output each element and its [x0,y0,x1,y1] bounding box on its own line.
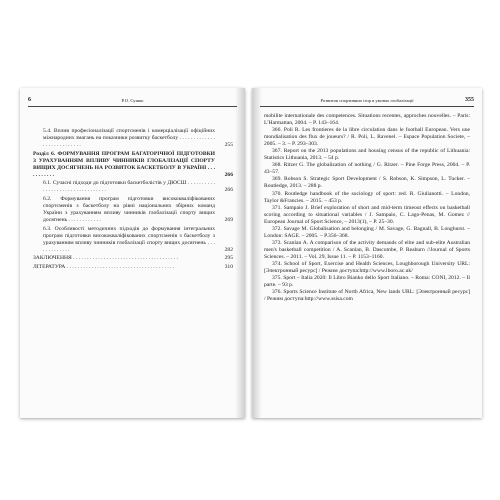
reference-entry: 370. Routledge handbook of the sociology of sport: red. R. Giulianotti. – London, Taylor &Francies. – 2015. – 453 p. [264,190,470,204]
running-header-right [260,96,474,107]
toc-entry [33,180,233,194]
table-of-contents [33,128,233,272]
toc-entry-page: 295 [224,255,233,262]
toc-entry [33,264,233,271]
toc-entry-title: Розділ 6. ФОРМУВАННЯ ПРОГРАМ БАГАТОРІЧНОЇ ПІДГОТОВКИ З УРАХУВАННЯМ ВПЛИВУ ЧИННИКІВ ГЛОБАЛІЗАЦІЇ СПОРТУ ВИЩИХ ДОСЯГНЕНЬ НА РОЗВИТОК БАСКЕТБОЛУ В УКРАЇНІ . . . . . . . . . . . [33,150,215,178]
toc-entry-title: 6.3. Особливості методичних підходів до формування інтегральних програм підготовки висококваліфікованих спортсменів з баскетболу з урахуванням впливу чинників глобалізації спорту вищих досягнень . . . . . . . . . . . . . [43,225,215,253]
reference-entry: mobilite internationale des competences. Situations recentes, approches nouvelles. – Paris: L'Harmattan, 2004. – P. 143–164. [264,113,470,127]
toc-entry [33,128,233,149]
toc-entry-title: ЛІТЕРАТУРА . . . . . . . . . . . . . . . . . . . . . . . . . . . . . . . . . . . . . . . [33,263,175,270]
gutter-shadow-left [235,88,245,418]
right-page [252,88,482,418]
toc-entry-page: 266 [224,171,233,178]
reference-entry: 372. Savage M. Globalisation and belonging / M. Savage, G. Bagnall, B. Longhurst. – London: SAGE. – 2005. – P.356–368. [264,225,470,239]
toc-entry-page: 310 [224,263,233,270]
toc-entry-title: 5.4. Вплив професіоналізації спортсменів і комерціалізації офіційних міжнародних змагань на показники розвитку баскетболу . . . . . . . . . . . . . . . . . . . . . . . . . . . [43,128,215,149]
gutter-shadow-right [252,88,262,418]
reference-entry: 376. Sports Science Institute of North Africa, New lands URL: [Электронный ресурс] / Режим доступа:http://www.ssisa.com [264,289,470,303]
reference-entry: 369. Robson S. Strategic Sport Development / S. Robson, K. Simpson, L. Tucker. – Routledge, 2013. – 288 p. [264,176,470,190]
reference-entry: 371. Sampaio J. Brief exploration of short and mid-term timeout effects on basketball scoring according to situational variables / J. Sampaio, C. Lago-Penas, M. Gomez // European Journal of Sport Science, – 2013(1), – P. 25–30. [264,204,470,225]
page-number-left: 6 [28,97,31,103]
toc-entry-page: 255 [224,142,233,149]
reference-entry: 375. Sport – Italia 2020: Il Libro Bianko dello Sport Italiano. – Roma: CONI, 2012. – Il parte. – 93 p. [264,275,470,289]
running-head-title: Розвиток спортивних ігор в умовах глобалізації [320,98,414,103]
reference-entry: 368. Ritzer G. The globalization of nothing / G. Ritzer. – Pine Forge Press, 2004. – P. 43–57. [264,162,470,176]
reference-entry: 366. Poli R. Les frontieres de la libre circulation dans le football European. Vers une mondialisation des flux de joueurs? / R. Poli, L. Ravenel. – Espace Population Societe, – 2005. – 3. – P. 293–303. [264,127,470,148]
toc-entry-page: 282 [224,246,233,253]
running-header-left [28,96,237,107]
toc-entry [33,196,233,224]
toc-entry-page: 266 [224,187,233,194]
left-page [20,88,245,418]
reference-entry: 373. Scanlan A. A comparison of the activity demands of elite and sub-elite Australian men's basketball competition / A. Scanlan, B. Dascombe, P. Reaburn //Journal of Sports Sciences. – 2011. – Vol. 29, Issue 11. – P. 1153–1160. [264,239,470,260]
toc-entry [33,151,233,179]
toc-entry-title: ЗАКЛЮЧЕННЯ . . . . . . . . . . . . . . . . . . . . . . . . . . . . . . . . . . . . . . [33,255,179,262]
toc-entry [33,255,233,262]
bibliography-list [264,113,470,303]
reference-entry: 374. School of Sport, Exercise and Health Sciences, Loughborough University URL: [Электронный ресурс] / Режим доступа:http://www.lboro.ac.uk/ [264,260,470,275]
running-head-author: Р.О. Сушко [121,98,144,103]
page-number-right: 355 [465,97,474,103]
toc-entry [33,226,233,254]
toc-entry-title: 6.2. Формування програм підготовки висококваліфікованих спортсменів з баскетболу на рівні національних збірних команд України з урахуванням впливу чинників глобалізації спорту вищих досягнень . . . . . . . . . . . . [43,195,215,224]
toc-entry-page: 269 [224,217,233,224]
toc-entry-title: 6.1. Сучасні підходи до підготовки баскетболістів у ДЮСШ . . . . . . . . . . . . . . . . . . . . . . . . . . . . . . . . . [43,180,215,194]
reference-entry: 367. Report on the 2013 populations and housing census of the republic of Lithuania: Statistics Lithuania, 2013. – 54 p. [264,148,470,162]
